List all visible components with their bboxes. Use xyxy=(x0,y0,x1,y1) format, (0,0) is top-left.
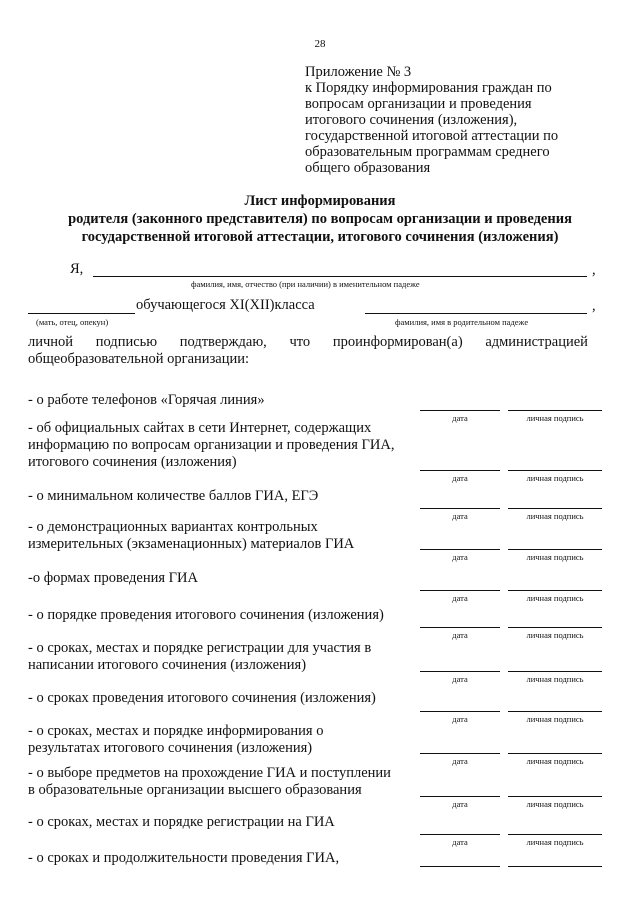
info-item-text: - о порядке проведения итогового сочинения (изложения) xyxy=(28,607,384,623)
date-caption: дата xyxy=(452,630,468,640)
parent-prefix: Я, xyxy=(70,261,84,277)
date-caption: дата xyxy=(452,837,468,847)
info-item xyxy=(28,570,418,587)
info-item-text: - о выборе предметов на прохождение ГИА и поступлении xyxy=(28,765,391,781)
student-name-field[interactable] xyxy=(365,313,587,314)
signature-caption: личная подпись xyxy=(526,837,584,847)
signature-field[interactable] xyxy=(508,470,602,471)
parent-name-caption: фамилия, имя, отчество (при наличии) в именительном падеже xyxy=(191,279,420,289)
signature-field[interactable] xyxy=(508,834,602,835)
signature-field[interactable] xyxy=(508,410,602,411)
info-item xyxy=(28,640,418,674)
confirmation-word: администрацией xyxy=(485,334,588,350)
date-field[interactable] xyxy=(420,470,500,471)
info-item-text: - о сроках и продолжительности проведения ГИА, xyxy=(28,850,340,866)
info-item xyxy=(28,850,418,867)
signature-field[interactable] xyxy=(508,590,602,591)
info-item-text: - о работе телефонов «Горячая линия» xyxy=(28,392,265,408)
date-field[interactable] xyxy=(420,508,500,509)
date-field[interactable] xyxy=(420,627,500,628)
info-item xyxy=(28,488,418,505)
info-item-text: измерительных (экзаменационных) материалов ГИА xyxy=(28,536,355,552)
title-line: родителя (законного представителя) по вопросам организации и проведения xyxy=(68,211,572,227)
info-item xyxy=(28,519,418,553)
appendix-header xyxy=(305,64,605,176)
date-field[interactable] xyxy=(420,866,500,867)
signature-caption: личная подпись xyxy=(526,511,584,521)
signature-field[interactable] xyxy=(508,866,602,867)
info-item-text: - о сроках, местах и порядке регистрации на ГИА xyxy=(28,814,335,830)
date-caption: дата xyxy=(452,511,468,521)
signature-field[interactable] xyxy=(508,671,602,672)
parent-suffix: , xyxy=(592,262,596,278)
signature-caption: личная подпись xyxy=(526,473,584,483)
appendix-line: итогового сочинения (изложения), xyxy=(305,112,518,128)
appendix-line: образовательным программам среднего xyxy=(305,144,550,160)
signature-caption: личная подпись xyxy=(526,413,584,423)
title-line: государственной итоговой аттестации, итогового сочинения (изложения) xyxy=(81,229,559,245)
info-item-text: итогового сочинения (изложения) xyxy=(28,454,237,470)
parent-name-field[interactable] xyxy=(93,276,587,277)
signature-caption: личная подпись xyxy=(526,756,584,766)
date-field[interactable] xyxy=(420,753,500,754)
student-suffix: , xyxy=(592,298,596,314)
info-item-text: в образовательные организации высшего образования xyxy=(28,782,362,798)
date-caption: дата xyxy=(452,674,468,684)
date-field[interactable] xyxy=(420,549,500,550)
info-item xyxy=(28,814,418,831)
info-item-text: - о минимальном количестве баллов ГИА, ЕГЭ xyxy=(28,488,319,504)
info-item-text: - о сроках, местах и порядке регистрации для участия в xyxy=(28,640,372,656)
confirmation-word: личной xyxy=(28,334,74,350)
signature-caption: личная подпись xyxy=(526,714,584,724)
info-item-text: написании итогового сочинения (изложения) xyxy=(28,657,307,673)
confirmation-word: проинформирован(а) xyxy=(332,334,463,350)
signature-field[interactable] xyxy=(508,627,602,628)
info-item-text: -о формах проведения ГИА xyxy=(28,570,198,586)
info-item xyxy=(28,723,418,757)
signature-field[interactable] xyxy=(508,753,602,754)
date-caption: дата xyxy=(452,593,468,603)
info-item xyxy=(28,607,418,624)
signature-field[interactable] xyxy=(508,796,602,797)
title-line: Лист информирования xyxy=(244,193,396,209)
info-item xyxy=(28,765,418,799)
relation-caption: (мать, отец, опекун) xyxy=(36,317,109,327)
info-item-text: - о сроках, местах и порядке информирования о xyxy=(28,723,324,739)
date-caption: дата xyxy=(452,756,468,766)
page-number: 28 xyxy=(314,38,326,50)
date-caption: дата xyxy=(452,473,468,483)
info-item xyxy=(28,690,418,707)
signature-caption: личная подпись xyxy=(526,799,584,809)
info-item xyxy=(28,420,418,471)
appendix-line: государственной итоговой аттестации по xyxy=(305,128,559,144)
date-caption: дата xyxy=(452,714,468,724)
confirmation-word: что xyxy=(289,334,311,350)
info-item xyxy=(28,392,418,409)
student-class-text: обучающегося XI(XII)класса xyxy=(136,297,315,313)
date-field[interactable] xyxy=(420,711,500,712)
appendix-line: к Порядку информирования граждан по xyxy=(305,80,552,96)
signature-caption: личная подпись xyxy=(526,630,584,640)
date-field[interactable] xyxy=(420,671,500,672)
document-title xyxy=(0,192,640,246)
confirmation-word: подписью xyxy=(95,334,158,350)
confirmation-paragraph xyxy=(28,334,588,368)
date-caption: дата xyxy=(452,552,468,562)
appendix-line: общего образования xyxy=(305,160,431,176)
date-field[interactable] xyxy=(420,834,500,835)
date-caption: дата xyxy=(452,799,468,809)
relation-field[interactable] xyxy=(28,313,135,314)
confirmation-line: общеобразовательной организации: xyxy=(28,351,250,367)
info-item-text: результатах итогового сочинения (изложения) xyxy=(28,740,313,756)
info-item-text: - об официальных сайтах в сети Интернет, содержащих xyxy=(28,420,372,436)
date-caption: дата xyxy=(452,413,468,423)
date-field[interactable] xyxy=(420,796,500,797)
appendix-line: вопросам организации и проведения xyxy=(305,96,532,112)
signature-field[interactable] xyxy=(508,508,602,509)
signature-field[interactable] xyxy=(508,549,602,550)
signature-caption: личная подпись xyxy=(526,674,584,684)
info-item-text: - о демонстрационных вариантах контрольных xyxy=(28,519,318,535)
confirmation-word: подтверждаю, xyxy=(179,334,267,350)
appendix-line: Приложение № 3 xyxy=(305,64,412,80)
signature-caption: личная подпись xyxy=(526,593,584,603)
signature-caption: личная подпись xyxy=(526,552,584,562)
student-name-caption: фамилия, имя в родительном падеже xyxy=(395,317,529,327)
date-field[interactable] xyxy=(420,590,500,591)
info-item-text: - о сроках проведения итогового сочинения (изложения) xyxy=(28,690,376,706)
date-field[interactable] xyxy=(420,410,500,411)
info-item-text: информацию по вопросам организации и проведения ГИА, xyxy=(28,437,395,453)
signature-field[interactable] xyxy=(508,711,602,712)
